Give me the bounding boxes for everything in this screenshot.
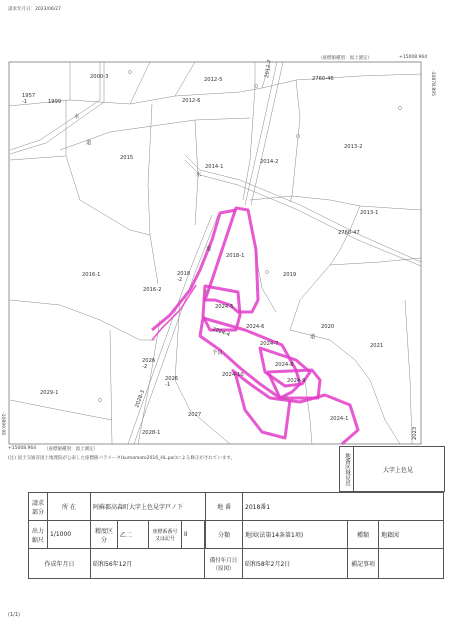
hosoku-value xyxy=(379,549,444,579)
parcel-2024-4: 2024-4 xyxy=(211,326,231,339)
parcel-2020: 2020 xyxy=(321,324,335,330)
parcel-2027: 2027 xyxy=(188,412,202,418)
h-bunrui: 分類 xyxy=(206,521,243,549)
parcel-2029-1: 2029-1 xyxy=(40,390,59,396)
parcel-2024-9: 2024-9 xyxy=(287,378,306,384)
parcel-2014-1: 2014-1 xyxy=(205,164,224,170)
chiban-value: 2018番1 xyxy=(243,493,444,521)
page-number: (1/1) xyxy=(8,612,20,618)
coord-y-left: -10899.96 xyxy=(0,412,5,436)
seido-value: 乙二 xyxy=(118,521,149,549)
legend-value: 大字上色見 xyxy=(352,446,445,492)
label-water-1: 水 xyxy=(74,114,80,120)
zahyo-value: II xyxy=(182,521,205,549)
parcel-2026-2: 2026 -2 xyxy=(142,358,156,370)
parcel-2013-2: 2013-2 xyxy=(344,144,363,150)
h-zahyo: 座標系番号又は記号 xyxy=(149,521,182,549)
sakusei-value: 昭和56年12月 xyxy=(91,549,205,579)
parcel-2018-1: 2018-1 xyxy=(226,253,245,259)
h-shozai: 所 在 xyxy=(48,493,91,521)
parcel-2028-1: 2028-1 xyxy=(142,430,161,436)
parcel-2024-6: 2024-6 xyxy=(246,324,265,330)
source-note: (注) 国土交通省国土地理院が公表した座標値パラメータ(kumamoto2016_HL.par)による修正がされています。 xyxy=(8,456,236,461)
parcel-2000-3: 2000-3 xyxy=(90,74,109,80)
parcel-2024-1: 2024-1 xyxy=(330,416,349,422)
parcel-2760-46: 2760-46 xyxy=(312,76,334,82)
label-road-4: 予良 xyxy=(212,350,223,356)
parcel-2021: 2021 xyxy=(370,343,384,349)
coord-note-bottom: （座標値種別：図上測定） xyxy=(44,447,98,452)
parcel-2016-2: 2016-2 xyxy=(143,287,162,293)
h-seido: 精度区分 xyxy=(91,521,118,549)
h-chiban: 地 番 xyxy=(206,493,243,521)
h-seikyu: 請求部分 xyxy=(29,493,48,521)
print-date: 請求年月日：2023/06/27 xyxy=(8,7,61,12)
label-road-3: 道 xyxy=(310,334,316,340)
parcel-2013-1: 2013-1 xyxy=(360,210,379,216)
coord-y-right: -10878.895 xyxy=(430,70,435,96)
h-bizuke: 備付年月日（原図） xyxy=(205,549,243,579)
parcel-2760-47: 2760-47 xyxy=(338,230,360,236)
bunrui-value: 地図(法第14条第1項) xyxy=(243,521,348,549)
legend-label: 地番区域見出 xyxy=(339,446,354,492)
coord-x-top: +15008.964 xyxy=(399,55,428,60)
parcel-2019: 2019 xyxy=(283,272,297,278)
survey-marks xyxy=(98,70,401,401)
shozai-value: 阿蘇郡高森町大字上色見字戸ノ下 xyxy=(91,493,206,521)
info-table xyxy=(28,492,444,579)
h-shukushaku: 出力縮尺 xyxy=(29,521,48,549)
parcel-1999: 1999 xyxy=(48,99,62,105)
shurui-value: 地籍図 xyxy=(379,521,444,549)
h-sakusei: 作成年月日 xyxy=(29,549,91,579)
label-road-2: 道 xyxy=(206,246,212,252)
parcel-2012-5: 2012-5 xyxy=(204,77,223,83)
label-road-1: 道 xyxy=(86,140,92,146)
h-shurui: 種類 xyxy=(348,521,379,549)
parcel-2018-2: 2018 -2 xyxy=(177,271,191,283)
coord-note-top: （座標値種別：図上測定） xyxy=(318,56,372,61)
h-hosoku: 補記事項 xyxy=(348,549,379,579)
parcel-2024-8: 2024-8 xyxy=(275,362,294,368)
parcel-2016-1: 2016-1 xyxy=(82,272,101,278)
parcel-2024-5: 2024-5 xyxy=(215,304,234,310)
shukushaku-value: 1/1000 xyxy=(48,521,91,549)
coord-x-bottom: +15008.964 xyxy=(8,446,37,451)
bizuke-value: 昭和58年2月2日 xyxy=(243,549,348,579)
parcel-1957-1: 1957 -1 xyxy=(22,93,36,105)
parcel-2028-3: 2028-3 xyxy=(134,389,147,409)
parcel-2015: 2015 xyxy=(120,155,134,161)
parcel-2012-6: 2012-6 xyxy=(182,98,201,104)
label-water-2: 水 xyxy=(196,172,202,178)
parcel-2024-10: 2024-10 xyxy=(222,372,244,378)
parcel-2023: 2023 xyxy=(412,426,418,440)
parcel-2012-7: 2012-7 xyxy=(264,59,274,79)
parcel-2024-7: 2024-7 xyxy=(260,341,279,347)
parcel-2026-1: 2026 -1 xyxy=(165,376,179,388)
parcel-2014-2: 2014-2 xyxy=(260,159,279,165)
